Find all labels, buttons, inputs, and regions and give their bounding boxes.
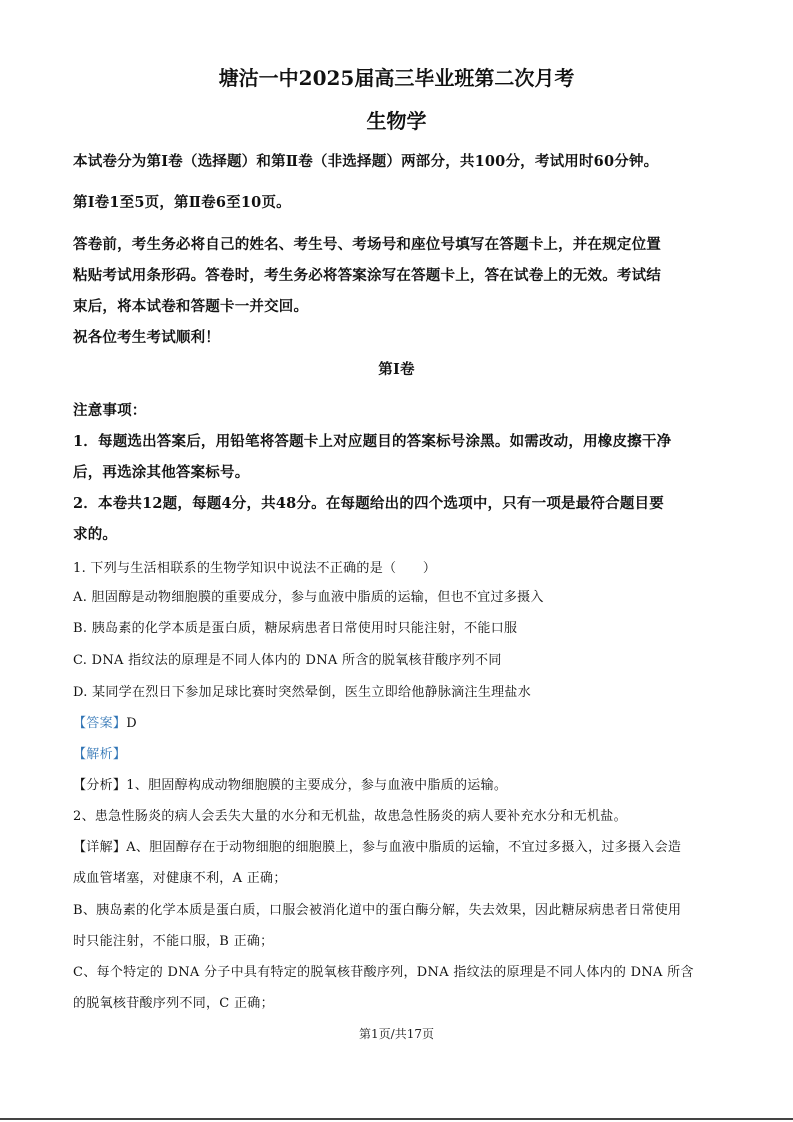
intro-line-3: 答卷前，考生务必将自己的姓名、考生号、考场号和座位号填写在答题卡上，并在规定位置 <box>73 236 661 253</box>
exam-title: 塘沽一中2025届高三毕业班第二次月考 <box>218 66 575 90</box>
intro-line-2: 第Ⅰ卷1至5页，第Ⅱ卷6至10页。 <box>73 194 291 211</box>
answer-value: D <box>126 716 137 731</box>
analysis-label: 【解析】 <box>73 747 127 762</box>
notes-heading: 注意事项： <box>73 402 147 419</box>
question-1-stem: 1. 下列与生活相联系的生物学知识中说法不正确的是（ ） <box>73 561 437 576</box>
answer-label: 【答案】 <box>73 716 127 731</box>
question-1-option-b: B. 胰岛素的化学本质是蛋白质，糖尿病患者日常使用时只能注射，不能口服 <box>73 621 518 636</box>
note-2-line-2: 求的。 <box>73 526 118 543</box>
intro-line-4: 粘贴考试用条形码。答卷时，考生务必将答案涂写在答题卡上，答在试卷上的无效。考试结 <box>73 267 661 284</box>
xiangjie-b-line-2: 时只能注射，不能口服，B 正确； <box>73 934 274 949</box>
page-footer: 第1页/共17页 <box>359 1027 434 1041</box>
note-2-line-1: 2．本卷共12题，每题4分，共48分。在每题给出的四个选项中，只有一项是最符合题目要 <box>73 495 664 512</box>
xiangjie-a-line-1: 【详解】A、胆固醇存在于动物细胞的细胞膜上，参与血液中脂质的运输，不宜过多摄入，过多摄入会造 <box>73 840 682 855</box>
xiangjie-b-line-1: B、胰岛素的化学本质是蛋白质，口服会被消化道中的蛋白酶分解，失去效果，因此糖尿病患者日常使用 <box>73 903 682 918</box>
intro-line-5: 束后，将本试卷和答题卡一并交回。 <box>73 298 309 315</box>
note-1-line-2: 后，再选涂其他答案标号。 <box>73 464 250 481</box>
fenxi-line-2: 2、患急性肠炎的病人会丢失大量的水分和无机盐，故患急性肠炎的病人要补充水分和无机盐。 <box>73 809 627 824</box>
section-title: 第Ⅰ卷 <box>378 361 415 378</box>
intro-line-6: 祝各位考生考试顺利！ <box>73 329 220 346</box>
intro-line-1: 本试卷分为第Ⅰ卷（选择题）和第Ⅱ卷（非选择题）两部分，共100分，考试用时60分钟。 <box>73 153 659 170</box>
question-1-option-a: A. 胆固醇是动物细胞膜的重要成分，参与血液中脂质的运输，但也不宜过多摄入 <box>73 590 544 605</box>
question-1-option-c: C. DNA 指纹法的原理是不同人体内的 DNA 所含的脱氧核苷酸序列不同 <box>73 653 502 668</box>
xiangjie-c-line-2: 的脱氧核苷酸序列不同，C 正确； <box>73 996 274 1011</box>
xiangjie-a-line-2: 成血管堵塞，对健康不利，A 正确； <box>73 871 287 886</box>
fenxi-line-1: 【分析】1、胆固醇构成动物细胞膜的主要成分，参与血液中脂质的运输。 <box>73 778 508 793</box>
page-bottom-rule <box>0 1118 793 1120</box>
subject-title: 生物学 <box>366 109 427 133</box>
xiangjie-c-line-1: C、每个特定的 DNA 分子中具有特定的脱氧核苷酸序列，DNA 指纹法的原理是不同人体内的 DNA 所含 <box>73 965 694 980</box>
note-1-line-1: 1．每题选出答案后，用铅笔将答题卡上对应题目的答案标号涂黑。如需改动，用橡皮擦干净 <box>73 433 672 450</box>
answer-line <box>73 712 137 731</box>
question-1-option-d: D. 某同学在烈日下参加足球比赛时突然晕倒，医生立即给他静脉滴注生理盐水 <box>73 685 532 700</box>
